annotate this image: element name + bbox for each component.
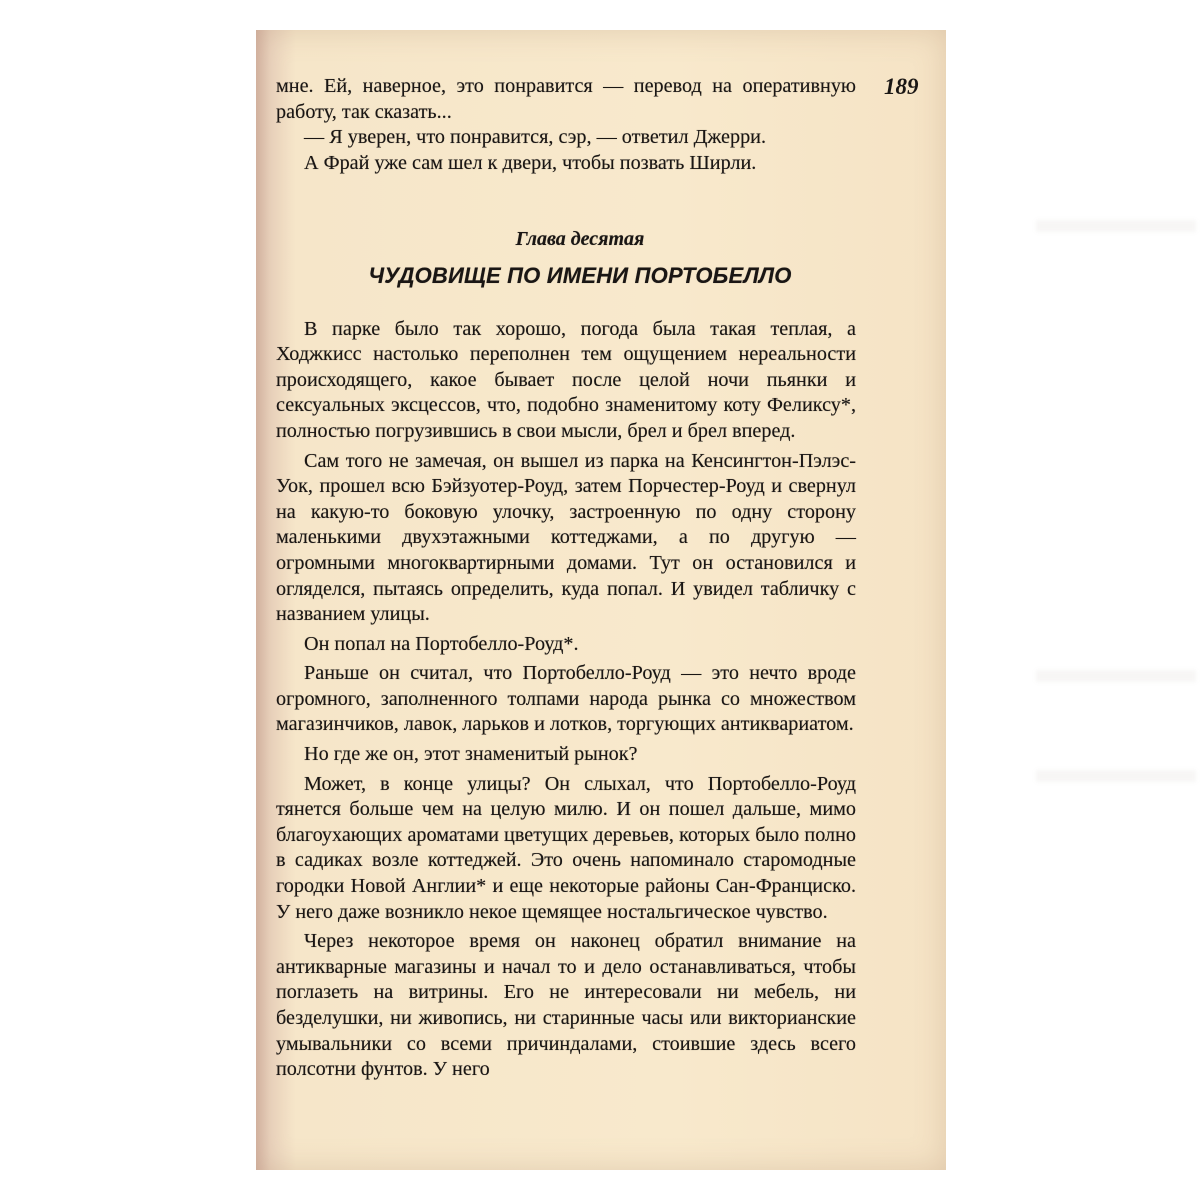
paragraph: Но где же он, этот знаменитый рынок? [304,743,638,766]
bleed-through-mark [1036,770,1196,782]
page-text [276,74,856,1083]
opening-paragraph: мне. Ей, наверное, это понравится — перевод на оперативную работу, так сказать... [276,75,856,123]
paragraph: Он попал на Портобелло-Роуд*. [304,632,579,655]
paragraph: В парке было так хорошо, погода была такая теплая, а Ходжкисс настолько переполнен тем ощущением нереальности происходящего, какое бывает после целой ночи пьянки и сексуальных эксцессов, что, подобно знаменитому коту Феликсу*, полностью погрузившись в свои мысли, брел и брел вперед. [276,317,856,442]
chapter-title: ЧУДОВИЩЕ ПО ИМЕНИ ПОРТОБЕЛЛО [368,262,792,288]
paragraph: Может, в конце улицы? Он слыхал, что Портобелло-Роуд тянется больше чем на целую милю. И он пошел дальше, мимо благоухающих ароматами цветущих деревьев, которых было полно в садиках возле коттеджей. Это очень напоминало старомодные городки Новой Англии* и еще некоторые районы Сан-Франциско. У него даже возникло некое щемящее ностальгическое чувство. [276,772,856,923]
page-number: 189 [884,74,919,99]
paragraph: А Фрай уже сам шел к двери, чтобы позвать Ширли. [304,151,757,174]
chapter-label: Глава десятая [515,228,645,251]
paragraph: Сам того не замечая, он вышел из парка на Кенсингтон-Пэлэс-Уок, прошел всю Бэйзуотер-Роуд, затем Порчестер-Роуд и свернул на какую-то боковую улочку, застроенную по одну сторону маленькими двухэтажными коттеджами, а по другую — огромными многоквартирными домами. Тут он остановился и огляделся, пытаясь определить, куда попал. И увидел табличку с названием улицы. [276,449,856,626]
paragraph: Раньше он считал, что Портобелло-Роуд — это нечто вроде огромного, заполненного толпами народа рынка со множеством магазинчиков, лавок, ларьков и лотков, торгующих антиквариатом. [276,662,856,736]
bleed-through-mark [1036,220,1196,232]
dialog-line: — Я уверен, что понравится, сэр, — ответил Джерри. [304,126,767,149]
bleed-through-mark [1036,670,1196,682]
paragraph: Через некоторое время он наконец обратил внимание на антикварные магазины и начал то и дело останавливаться, чтобы поглазеть на витрины. Его не интересовали ни мебель, ни безделушки, ни живопись, ни старинные часы или викторианские умывальники со всеми причиндалами, стоившие здесь всего полсотни фунтов. У него [276,930,856,1081]
